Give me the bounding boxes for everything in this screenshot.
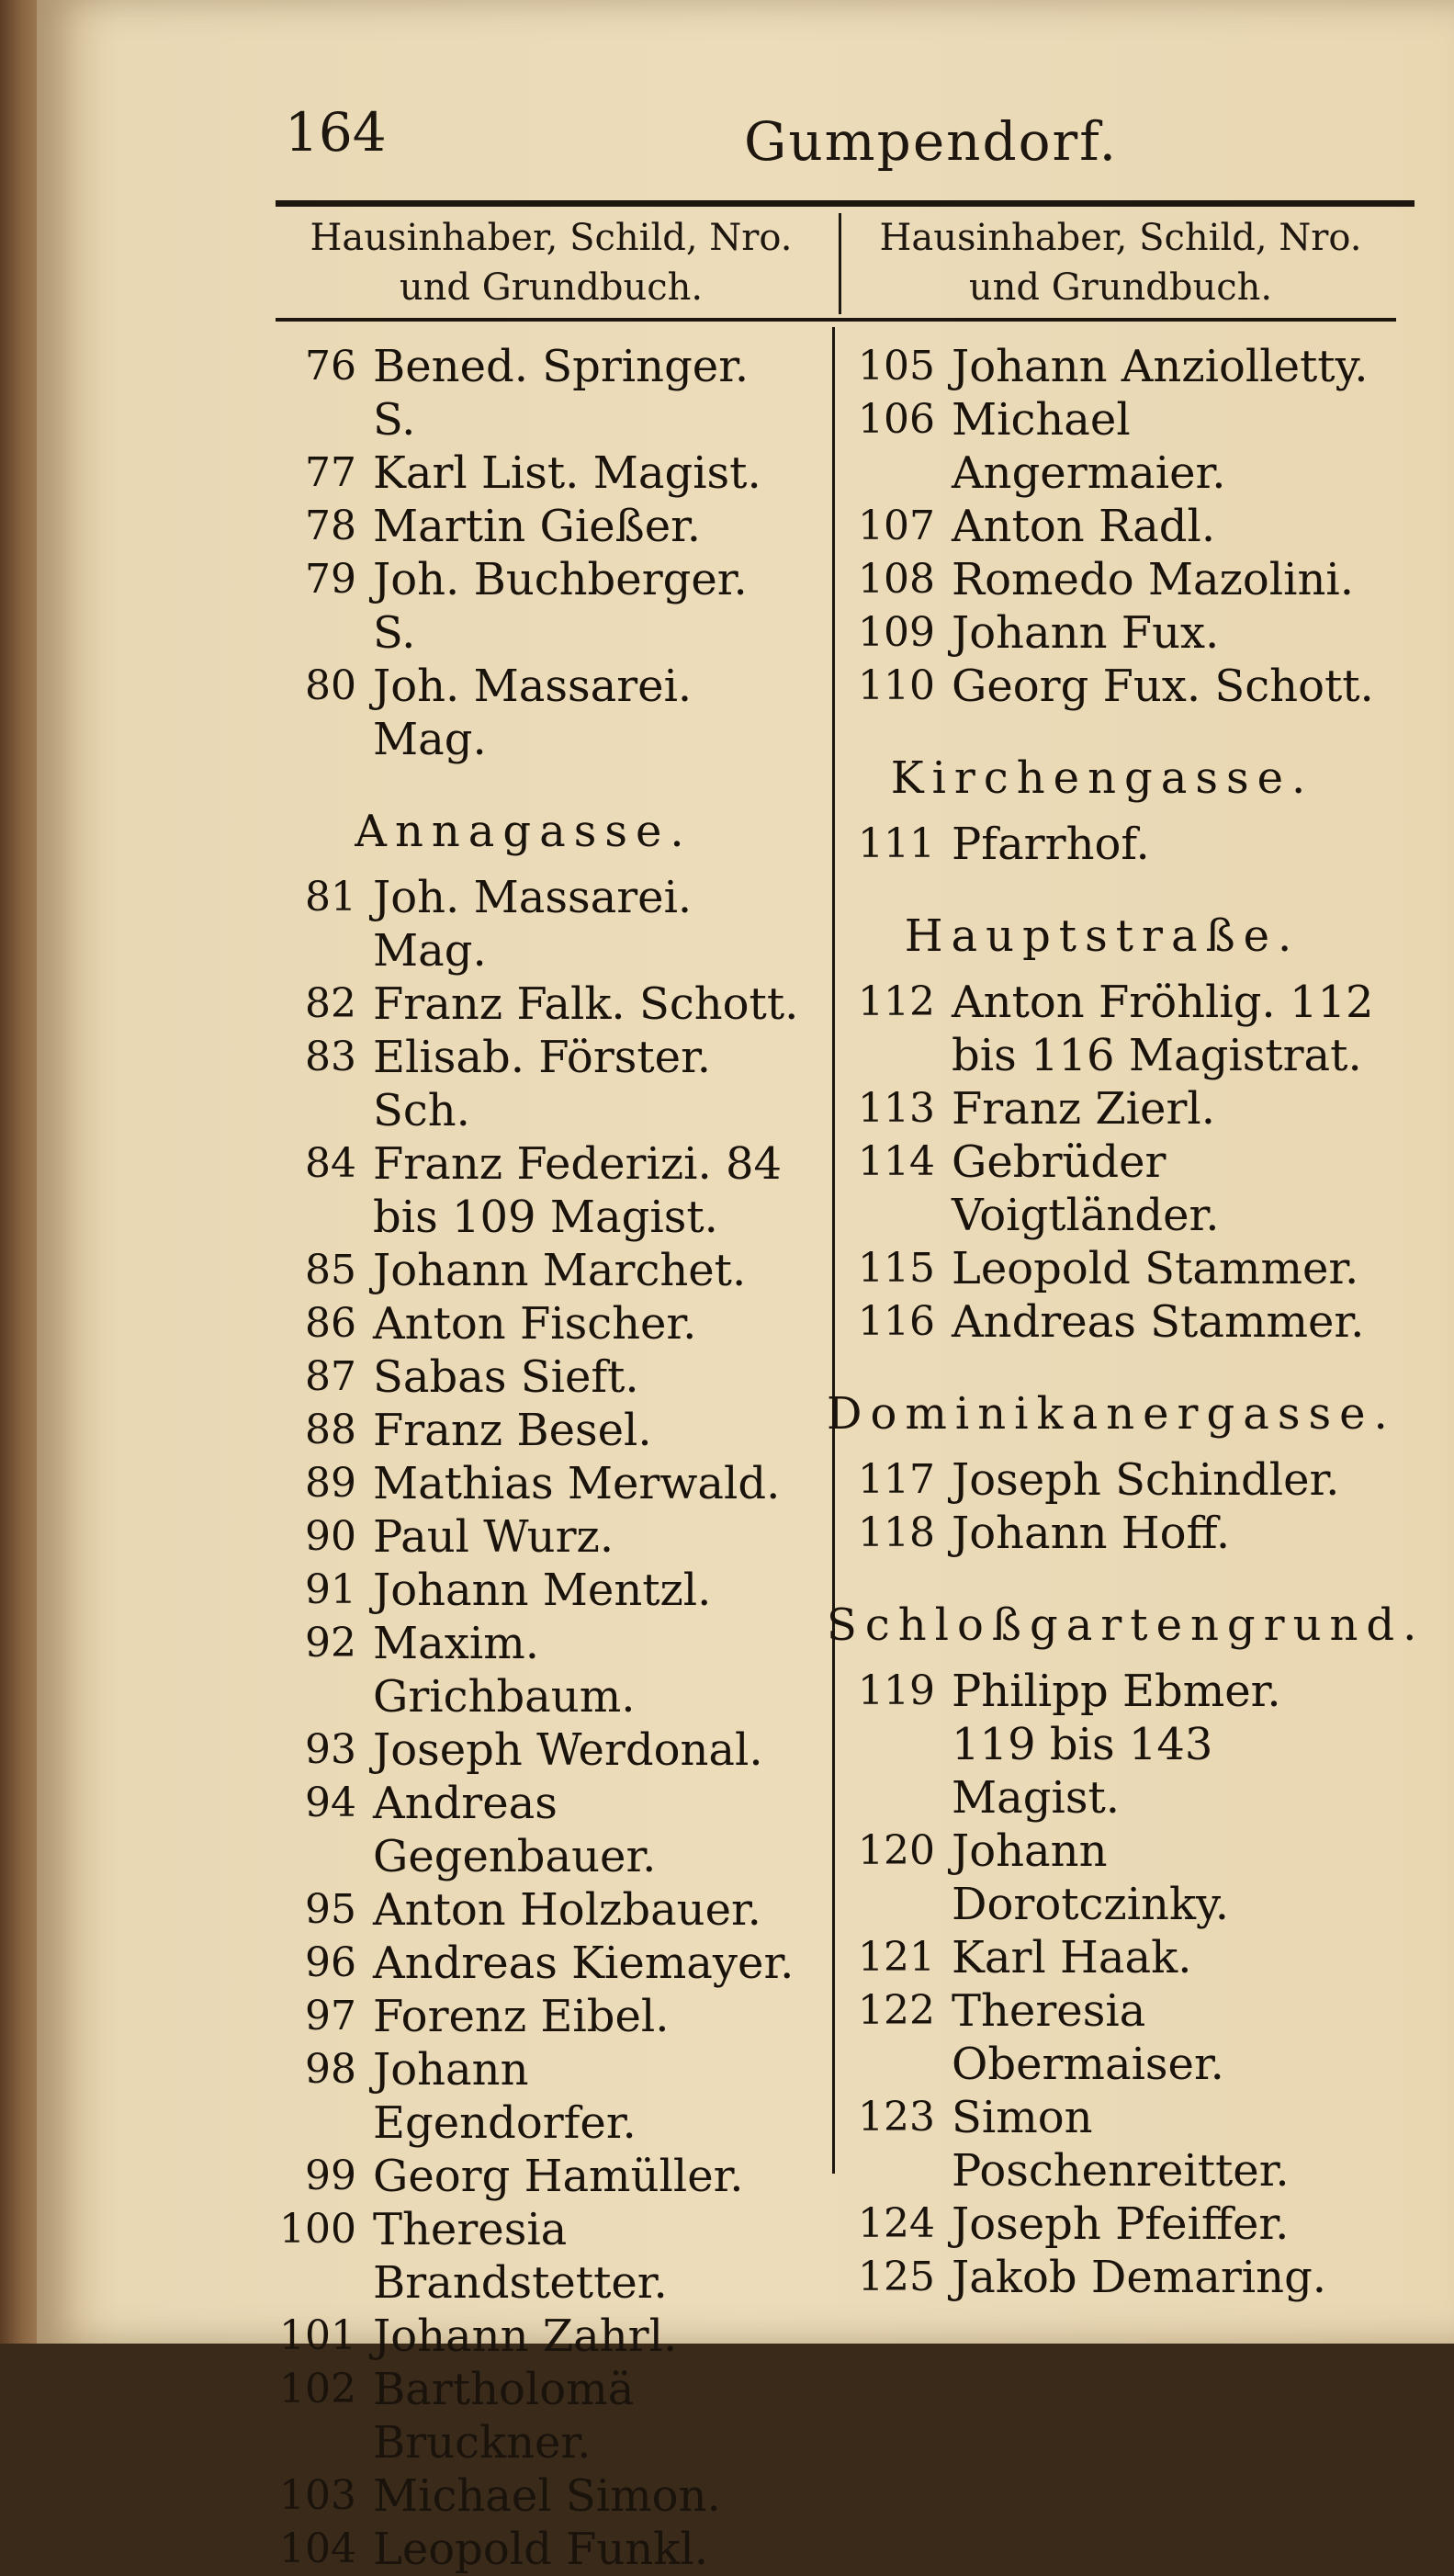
list-item xyxy=(248,1510,799,1564)
page-title: Gumpendorf. xyxy=(744,110,1119,173)
list-item xyxy=(827,1082,1378,1135)
list-item xyxy=(248,1244,799,1297)
list-item xyxy=(827,1931,1378,1984)
list-item xyxy=(827,2251,1378,2304)
list-item xyxy=(248,2043,799,2150)
list-item xyxy=(248,2203,799,2310)
entry-text: Johann Hoff. xyxy=(952,1508,1231,1559)
entry-number: 115 xyxy=(858,1245,935,1292)
column-header-right: Hausinhaber, Schild, Nro. und Grundbuch. xyxy=(879,217,1362,309)
entry-number: 91 xyxy=(305,1566,356,1613)
entry-text: Karl List. Magist. xyxy=(373,447,761,499)
entry-number: 99 xyxy=(305,2152,356,2199)
list-item xyxy=(248,446,799,500)
entry-number: 103 xyxy=(279,2472,356,2519)
list-item xyxy=(248,340,799,446)
entry-number: 120 xyxy=(858,1827,935,1874)
list-item xyxy=(248,500,799,553)
entry-text: Georg Hamüller. xyxy=(373,2151,744,2202)
entry-text: Anton Fröhlig. 112 bis 116 Magistrat. xyxy=(952,977,1374,1081)
entry-text: Karl Haak. xyxy=(952,1932,1192,1983)
list-item xyxy=(248,1777,799,1883)
running-head xyxy=(285,101,1387,184)
entry-number: 106 xyxy=(858,396,935,443)
entry-text: Pfarrhof. xyxy=(952,819,1150,870)
entry-text: Simon Poschenreitter. xyxy=(952,2092,1290,2197)
entry-number: 105 xyxy=(858,343,935,390)
entry-number: 81 xyxy=(305,874,356,921)
entry-text: Bartholomä Bruckner. xyxy=(373,2364,635,2469)
list-item xyxy=(248,1937,799,1990)
entry-number: 89 xyxy=(305,1460,356,1507)
entry-number: 101 xyxy=(279,2312,356,2359)
entry-text: Michael Angermaier. xyxy=(952,394,1226,499)
entry-number: 107 xyxy=(858,503,935,549)
entry-text: Philipp Ebmer. 119 bis 143 Magist. xyxy=(952,1666,1281,1824)
entry-text: Johann Egendorfer. xyxy=(373,2044,637,2149)
list-item xyxy=(827,393,1378,500)
entry-number: 116 xyxy=(858,1298,935,1345)
list-item xyxy=(248,2523,799,2576)
list-item xyxy=(248,2363,799,2469)
entry-text: Joh. Massarei. Mag. xyxy=(373,661,693,765)
list-item xyxy=(248,1031,799,1137)
entry-text: Michael Simon. xyxy=(373,2470,721,2522)
entry-number: 84 xyxy=(305,1140,356,1187)
street-heading-dominikanergasse: Dominikanergasse. xyxy=(827,1388,1396,1440)
list-item xyxy=(827,1665,1378,1825)
entry-text: Franz Besel. xyxy=(373,1405,652,1456)
list-item xyxy=(248,2469,799,2523)
entry-text: Joh. Buchberger. S. xyxy=(373,554,748,659)
right-column xyxy=(827,340,1426,2304)
entry-number: 102 xyxy=(279,2366,356,2412)
entry-text: Jakob Demaring. xyxy=(952,2252,1327,2303)
entry-number: 93 xyxy=(305,1726,356,1773)
entry-number: 114 xyxy=(858,1138,935,1185)
entry-text: Mathias Merwald. xyxy=(373,1458,781,1509)
street-heading-kirchengasse: Kirchengasse. xyxy=(890,752,1314,804)
entry-number: 122 xyxy=(858,1987,935,2034)
entry-number: 121 xyxy=(858,1934,935,1981)
entry-text: Theresia Obermaiser. xyxy=(952,1985,1224,2090)
entry-number: 104 xyxy=(279,2525,356,2572)
entry-number: 98 xyxy=(305,2046,356,2093)
entry-number: 124 xyxy=(858,2200,935,2247)
entry-text: Romedo Mazolini. xyxy=(952,554,1355,605)
entry-number: 119 xyxy=(858,1667,935,1714)
entry-number: 83 xyxy=(305,1034,356,1080)
list-item xyxy=(248,1883,799,1937)
entry-text: Elisab. Förster. Sch. xyxy=(373,1032,712,1136)
page-number: 164 xyxy=(285,101,387,164)
list-item xyxy=(827,2091,1378,2198)
list-item xyxy=(248,871,799,977)
list-item xyxy=(827,1984,1378,2091)
entry-text: Franz Falk. Schott. xyxy=(373,978,799,1030)
entry-number: 90 xyxy=(305,1513,356,1560)
entry-text: Franz Zierl. xyxy=(952,1083,1215,1135)
entry-text: Gebrüder Voigtländer. xyxy=(952,1136,1220,1241)
entry-number: 125 xyxy=(858,2254,935,2300)
entry-text: Joseph Werdonal. xyxy=(373,1724,763,1776)
entry-number: 113 xyxy=(858,1085,935,1132)
list-item xyxy=(248,1297,799,1350)
entry-text: Anton Holzbauer. xyxy=(373,1884,761,1936)
list-item xyxy=(827,553,1378,606)
entry-text: Franz Federizi. 84 bis 109 Magist. xyxy=(373,1138,783,1243)
entry-number: 94 xyxy=(305,1779,356,1826)
list-item xyxy=(827,500,1378,553)
street-heading-schlossgartengrund: Schloßgartengrund. xyxy=(827,1599,1426,1651)
entry-number: 111 xyxy=(858,820,935,867)
list-item xyxy=(827,1825,1378,1931)
list-item xyxy=(248,1564,799,1617)
list-item xyxy=(827,818,1378,871)
street-heading-hauptstrasse: Hauptstraße. xyxy=(904,910,1301,962)
list-item xyxy=(827,1295,1378,1349)
entry-number: 118 xyxy=(858,1509,935,1556)
list-item xyxy=(827,976,1378,1082)
entry-number: 117 xyxy=(858,1456,935,1503)
list-item xyxy=(248,1457,799,1510)
entry-number: 112 xyxy=(858,978,935,1025)
list-item xyxy=(248,1990,799,2043)
entry-number: 78 xyxy=(305,503,356,549)
entry-text: Georg Fux. Schott. xyxy=(952,661,1374,712)
entry-number: 80 xyxy=(305,662,356,709)
list-item xyxy=(248,1723,799,1777)
list-item xyxy=(827,1507,1378,1560)
street-heading-annagasse: Annagasse. xyxy=(355,806,693,857)
entry-number: 76 xyxy=(305,343,356,390)
list-item xyxy=(827,1453,1378,1507)
list-item xyxy=(827,1135,1378,1242)
entry-text: Maxim. Grichbaum. xyxy=(373,1618,636,1723)
entry-number: 88 xyxy=(305,1407,356,1453)
entry-number: 123 xyxy=(858,2094,935,2141)
list-item xyxy=(827,2198,1378,2251)
header-rule-bottom xyxy=(276,318,1396,322)
entry-number: 87 xyxy=(305,1353,356,1400)
entry-text: Johann Anziolletty. xyxy=(952,341,1369,392)
entry-text: Anton Radl. xyxy=(952,501,1216,552)
entry-text: Johann Fux. xyxy=(952,607,1220,659)
entry-number: 96 xyxy=(305,1939,356,1986)
header-divider xyxy=(839,213,841,314)
entry-number: 79 xyxy=(305,556,356,603)
entry-text: Martin Gießer. xyxy=(373,501,702,552)
entry-text: Paul Wurz. xyxy=(373,1511,614,1563)
entry-number: 100 xyxy=(279,2206,356,2253)
entry-text: Sabas Sieft. xyxy=(373,1351,639,1403)
entry-text: Johann Marchet. xyxy=(373,1245,747,1296)
entry-text: Forenz Eibel. xyxy=(373,1991,670,2042)
list-item xyxy=(248,1404,799,1457)
entry-number: 86 xyxy=(305,1300,356,1347)
list-item xyxy=(248,2150,799,2203)
entry-number: 108 xyxy=(858,556,935,603)
entry-text: Leopold Funkl. xyxy=(373,2524,708,2575)
entry-number: 85 xyxy=(305,1247,356,1294)
entry-text: Joseph Pfeiffer. xyxy=(952,2198,1290,2250)
entry-number: 109 xyxy=(858,609,935,656)
entry-number: 97 xyxy=(305,1993,356,2039)
list-item xyxy=(827,660,1378,713)
entry-text: Andreas Gegenbauer. xyxy=(373,1778,657,1882)
list-item xyxy=(248,553,799,660)
list-item xyxy=(248,1350,799,1404)
entry-text: Johann Mentzl. xyxy=(373,1565,712,1616)
entry-number: 82 xyxy=(305,980,356,1027)
list-item xyxy=(248,977,799,1031)
list-item xyxy=(248,2310,799,2363)
entry-text: Bened. Springer. S. xyxy=(373,341,750,446)
entry-number: 77 xyxy=(305,449,356,496)
entry-number: 95 xyxy=(305,1886,356,1933)
entry-text: Johann Zahrl. xyxy=(373,2310,678,2362)
list-item xyxy=(827,340,1378,393)
entry-text: Theresia Brandstetter. xyxy=(373,2204,668,2309)
entry-text: Joseph Schindler. xyxy=(952,1454,1340,1506)
list-item xyxy=(248,660,799,766)
column-header-left: Hausinhaber, Schild, Nro. und Grundbuch. xyxy=(310,217,793,309)
list-item xyxy=(827,606,1378,660)
list-item xyxy=(248,1617,799,1723)
entry-text: Andreas Kiemayer. xyxy=(373,1938,795,1989)
list-item xyxy=(248,1137,799,1244)
entry-text: Andreas Stammer. xyxy=(952,1296,1365,1348)
entry-text: Joh. Massarei. Mag. xyxy=(373,872,693,977)
entry-number: 92 xyxy=(305,1620,356,1666)
entry-text: Anton Fischer. xyxy=(373,1298,697,1350)
left-column xyxy=(248,340,799,2576)
entry-text: Leopold Stammer. xyxy=(952,1243,1359,1294)
entry-text: Johann Dorotczinky. xyxy=(952,1825,1230,1930)
header-rule-top xyxy=(276,200,1415,207)
entry-number: 110 xyxy=(858,662,935,709)
list-item xyxy=(827,1242,1378,1295)
